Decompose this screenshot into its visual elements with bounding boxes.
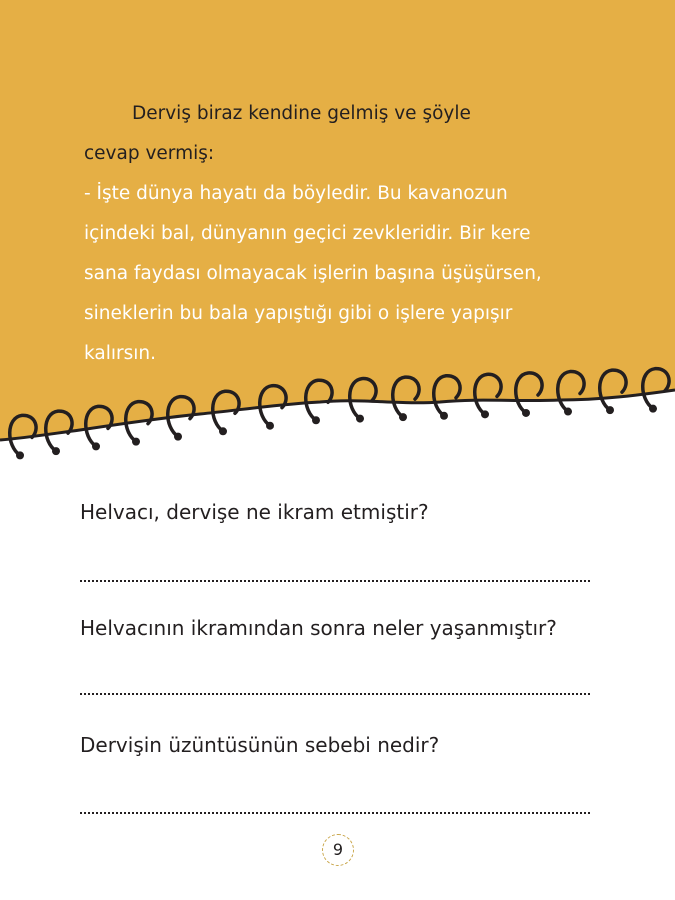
story-quote-line: sineklerin bu bala yapıştığı gibi o işlere yapışır bbox=[84, 303, 513, 324]
story-text bbox=[84, 94, 604, 374]
answer-line-1[interactable] bbox=[80, 580, 590, 582]
spiral-hole bbox=[440, 412, 448, 420]
question-1: Helvacı, dervişe ne ikram etmiştir? bbox=[80, 500, 429, 524]
spiral-hole bbox=[649, 405, 657, 413]
story-quote-line: sana faydası olmayacak işlerin başına üşüşürsen, bbox=[84, 263, 542, 284]
question-3: Dervişin üzüntüsünün sebebi nedir? bbox=[80, 733, 440, 757]
answer-line-3[interactable] bbox=[80, 812, 590, 814]
spiral-hole bbox=[219, 427, 227, 435]
spiral-hole bbox=[606, 406, 614, 414]
spiral-hole bbox=[266, 422, 274, 430]
story-intro: Derviş biraz kendine gelmiş ve şöyle bbox=[132, 103, 471, 124]
spiral-hole bbox=[564, 408, 572, 416]
spiral-hole bbox=[522, 409, 530, 417]
spiral-hole bbox=[52, 447, 60, 455]
story-intro-cont: cevap vermiş: bbox=[84, 143, 215, 164]
page-number: 9 bbox=[322, 834, 354, 866]
spiral-hole bbox=[174, 433, 182, 441]
spiral-hole bbox=[16, 451, 24, 459]
answer-line-2[interactable] bbox=[80, 693, 590, 695]
spiral-hole bbox=[132, 438, 140, 446]
question-2: Helvacının ikramından sonra neler yaşanmıştır? bbox=[80, 616, 557, 640]
spiral-hole bbox=[92, 442, 100, 450]
story-quote-line: - İşte dünya hayatı da böyledir. Bu kavanozun bbox=[84, 183, 508, 204]
story-quote-line: kalırsın. bbox=[84, 343, 156, 364]
spiral-hole bbox=[356, 415, 364, 423]
spiral-hole bbox=[481, 410, 489, 418]
spiral-hole bbox=[312, 416, 320, 424]
story-quote-line: içindeki bal, dünyanın geçici zevkleridir. Bir kere bbox=[84, 223, 531, 244]
spiral-hole bbox=[399, 413, 407, 421]
